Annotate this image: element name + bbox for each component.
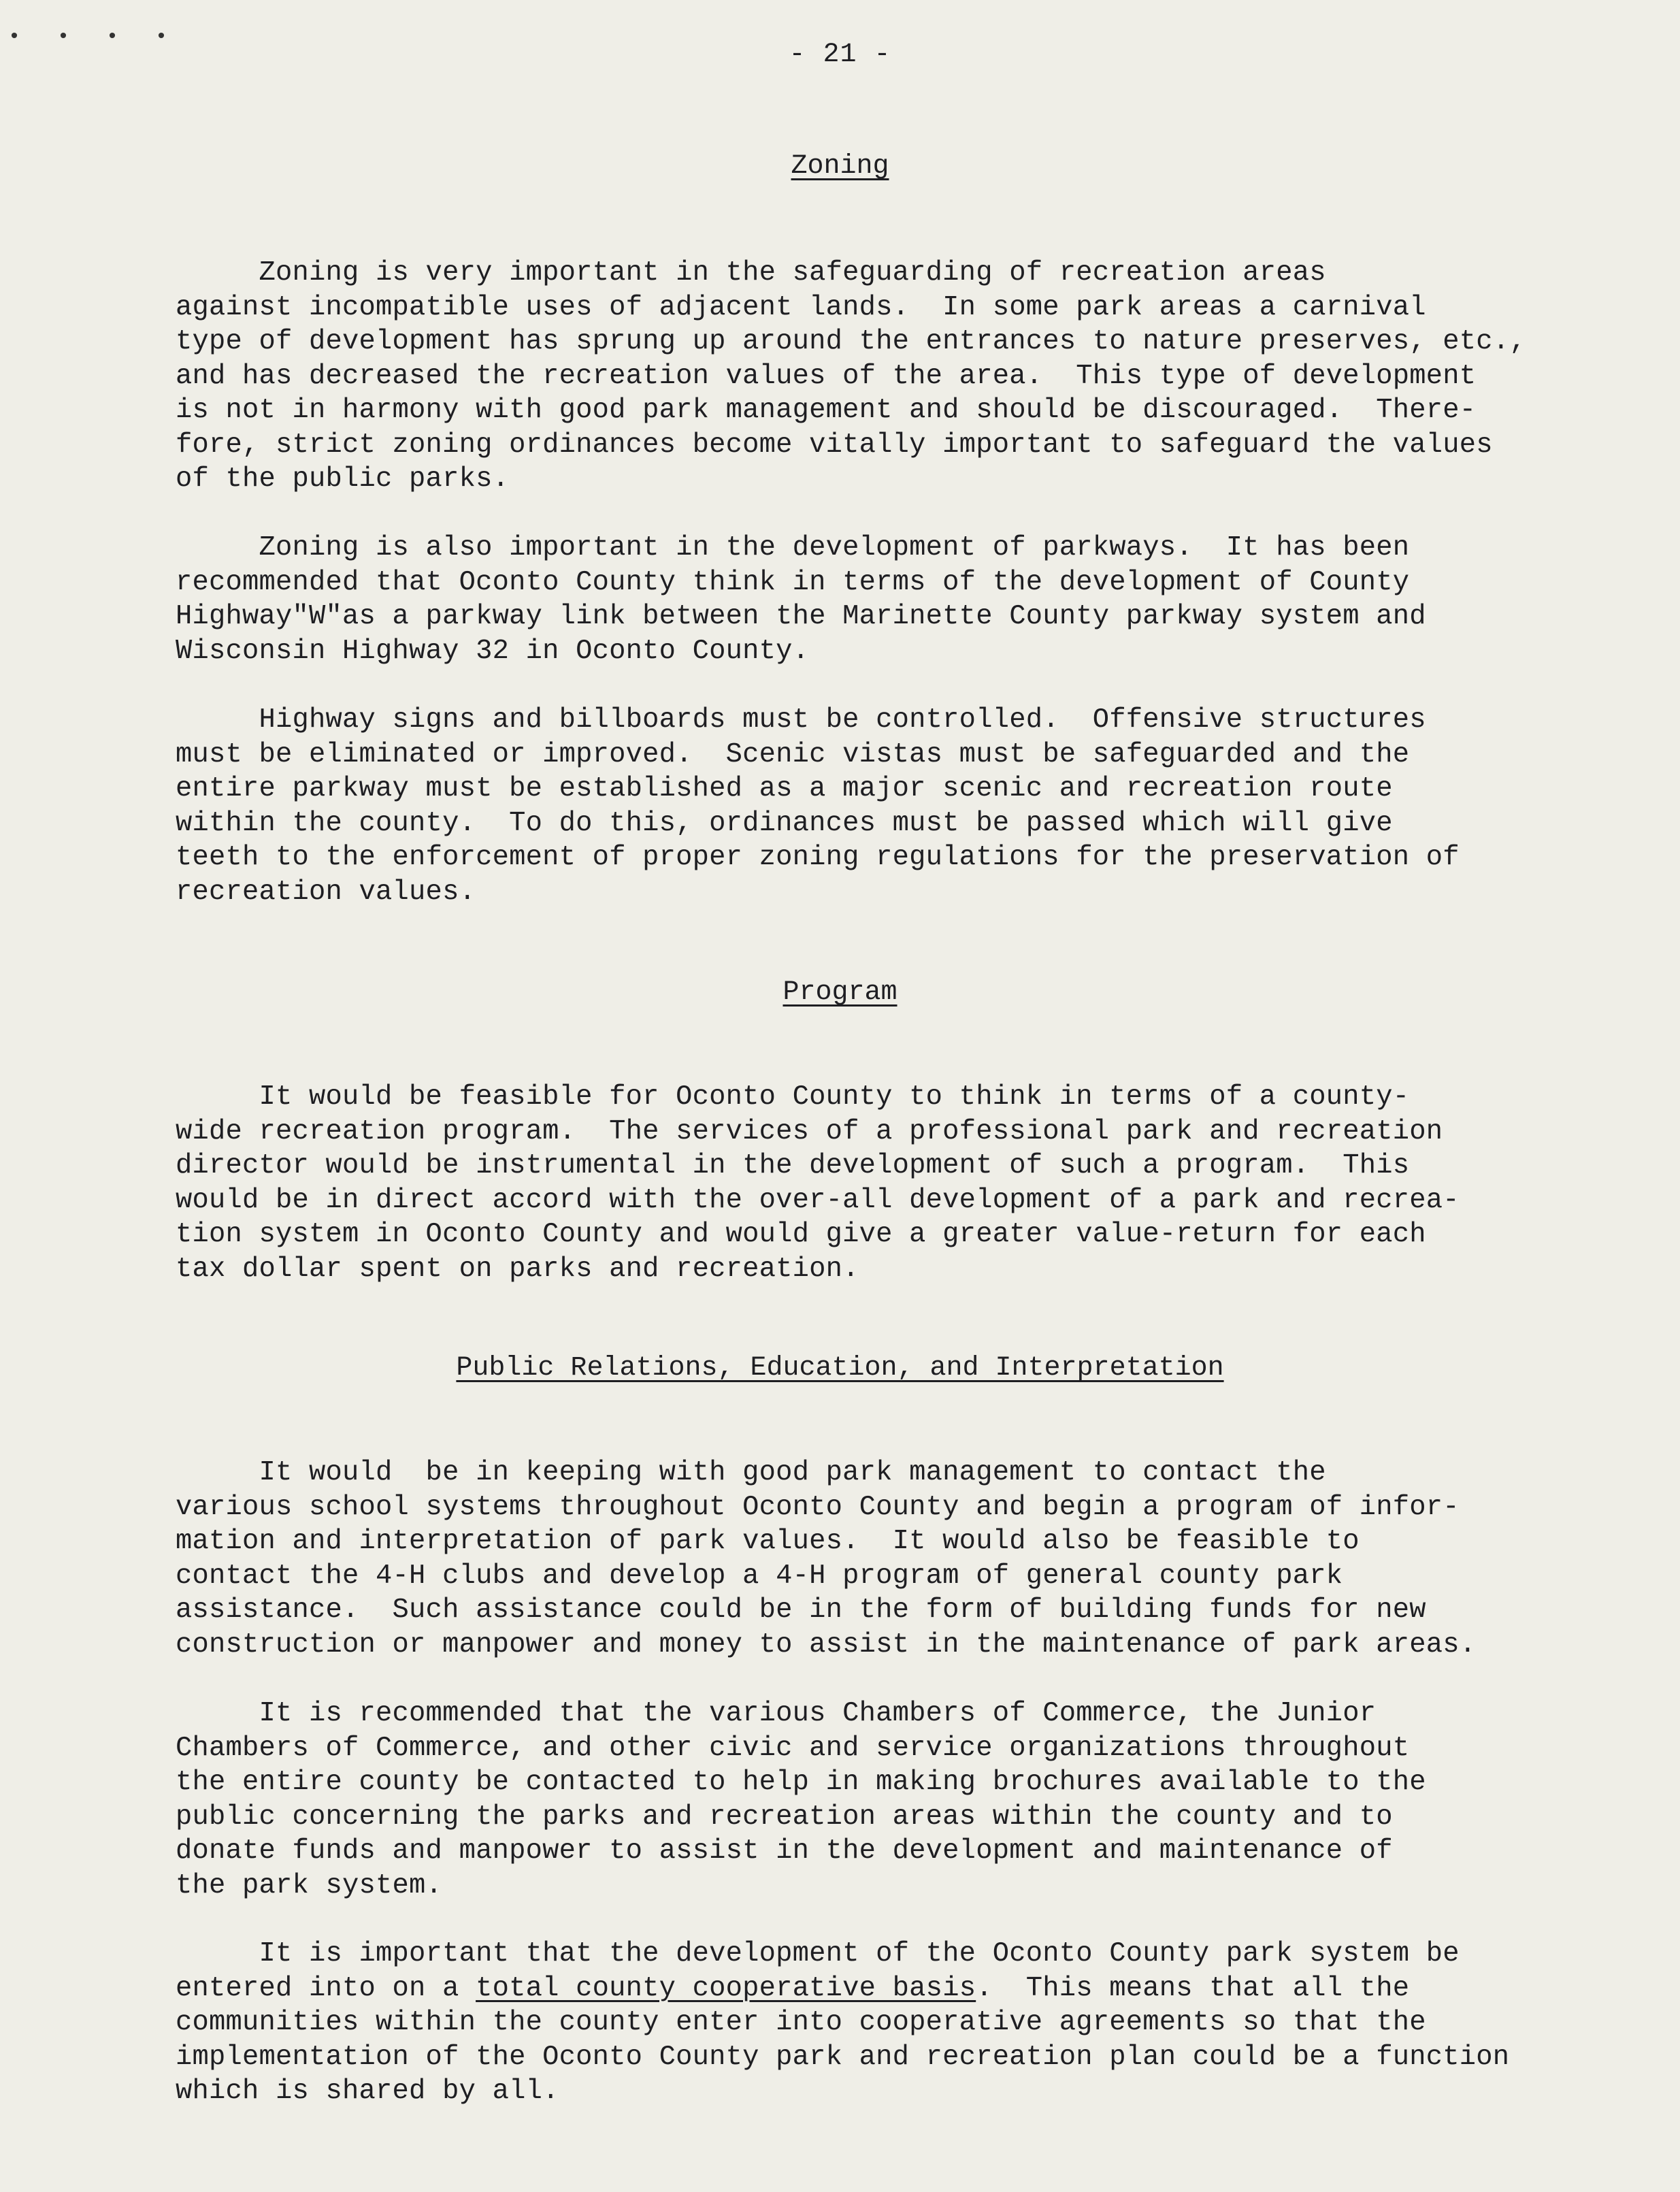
- corner-marks: • • • •: [8, 26, 180, 49]
- cooperative-text-before: It is important that the development of the Oconto County park system be entered into on a: [176, 1938, 1460, 2004]
- zoning-paragraph-3: Highway signs and billboards must be controlled. Offensive structures must be eliminated or improved. Scenic vistas must be safeguarded and the entire parkway must be established as a major scenic and recreation route within the county. To do this, ordinances must be passed which will give teeth to the enforcement of proper zoning regulations for the preservation of recreation values.: [176, 704, 1460, 908]
- cooperative-text-after: . This means that all the communities within the county enter into cooperative agreements so that the implementation of the Oconto County park and recreation plan could be a function which is shared by all.: [176, 1972, 1510, 2107]
- heading-zoning: Zoning: [791, 151, 889, 182]
- cooperative-basis-underlined: total county cooperative basis: [476, 1972, 976, 2004]
- public-relations-paragraph-1: It would be in keeping with good park management to contact the various school systems throughout Oconto County and begin a program of infor- mation and interpretation of park values. It would also be feasible to contact the 4-H clubs and develop a 4-H program of general county park assistance. Such assistance could be in the form of building funds for new construction or manpower and money to assist in the maintenance of park areas.: [176, 1457, 1477, 1661]
- public-relations-paragraph-3: [176, 1937, 1673, 2109]
- heading-public-relations: Public Relations, Education, and Interpretation: [456, 1353, 1224, 1384]
- program-paragraph-1: It would be feasible for Oconto County to think in terms of a county- wide recreation program. The services of a professional park and recreation director would be instrumental in the development of such a program. This would be in direct accord with the over-all development of a park and recrea- tion system in Oconto County and would give a greater value-return for each tax dollar spent on parks and recreation.: [176, 1081, 1460, 1285]
- zoning-paragraph-2: Zoning is also important in the development of parkways. It has been recommended that Oconto County think in terms of the development of County Highway"W"as a parkway link between the Marinette County parkway system and Wisconsin Highway 32 in Oconto County.: [176, 532, 1426, 667]
- public-relations-paragraph-2: It is recommended that the various Chambers of Commerce, the Junior Chambers of Commerce, and other civic and service organizations throughout the entire county be contacted to help in making brochures available to the public concerning the parks and recreation areas within the county and to donate funds and manpower to assist in the development and maintenance of the park system.: [176, 1698, 1426, 1901]
- heading-program: Program: [783, 977, 897, 1008]
- zoning-paragraph-1: Zoning is very important in the safeguarding of recreation areas against incompatible uses of adjacent lands. In some park areas a carnival type of development has sprung up around the entrances to nature preserves, etc., and has decreased the recreation values of the area. This type of development is not in harmony with good park management and should be discouraged. There- fore, strict zoning ordinances become vitally important to safeguard the values of the public parks.: [176, 257, 1526, 495]
- page-number: - 21 -: [789, 39, 891, 70]
